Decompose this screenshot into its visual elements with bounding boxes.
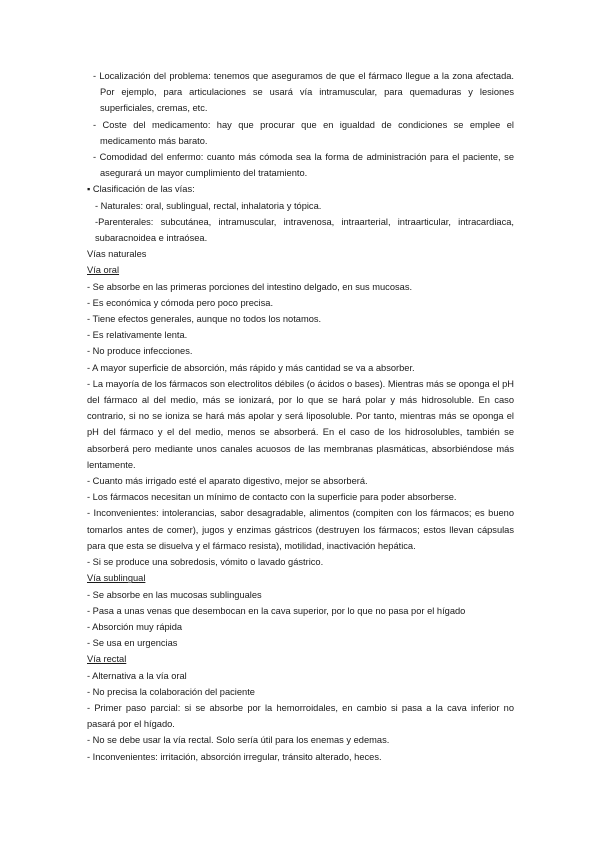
list-item: - Localización del problema: tenemos que aseguramos de que el fármaco llegue a la zona afectada. Por ejemplo, para articulaciones se usará vía intramuscular, para quemaduras y lesiones superficiales, cremas, etc. [93,71,514,114]
list-item: - No precisa la colaboración del paciente [87,686,255,697]
list-item: - Si se produce una sobredosis, vómito o lavado gástrico. [87,557,324,568]
list-item: - Tiene efectos generales, aunque no todos los notamos. [87,314,322,325]
list-item: - Naturales: oral, sublingual, rectal, inhalatoria y tópica. [95,200,322,211]
list-item: - Inconvenientes: irritación, absorción irregular, tránsito alterado, heces. [87,751,382,762]
list-item: - Absorción muy rápida [87,621,183,632]
list-item: - La mayoría de los fármacos son electrolitos débiles (o ácidos o bases). Mientras más se oponga el pH del fármaco al del medio, más se ionizará, por lo que se hará polar y más hidrosoluble. En caso contrario, si no se ioniza se hará más apolar y será liposoluble. Por tanto, mientras más se oponga el pH del fármaco y el del medio, menos se absorberá. En el caso de los hidrosolubles, también se absorberá pero mediante unos canales acuosos de las membranas plasmáticas, absorbiéndose más lentamente. [87,378,514,470]
list-item: - Pasa a unas venas que desembocan en la cava superior, por lo que no pasa por el hígado [87,605,466,616]
section-heading-clasificacion: ▪ Clasificación de las vías: [87,184,195,195]
subheading-via-oral: Vía oral [87,265,120,276]
list-item: - Es relativamente lenta. [87,330,188,341]
subheading-via-sublingual: Vía sublingual [87,573,146,584]
section-heading-vias-naturales: Vías naturales [87,249,147,260]
list-item: - Se absorbe en las primeras porciones del intestino delgado, en sus mucosas. [87,281,413,292]
list-item: - Inconvenientes: intolerancias, sabor desagradable, alimentos (compiten con los fármacos; es bueno tomarlos antes de comer), jugos y enzimas gástricos (destruyen los fármacos; estos llevan cápsulas para que esta se disuelva y el fármaco resista), motilidad, inactivación hepática. [87,508,514,551]
list-item: - A mayor superficie de absorción, más rápido y más cantidad se va a absorber. [87,362,415,373]
list-item: -Parenterales: subcutánea, intramuscular, intravenosa, intraarterial, intraarticular, intracardiaca, subaracnoidea e intraósea. [95,216,514,244]
list-item: - Primer paso parcial: si se absorbe por la hemorroidales, en cambio si pasa a la cava inferior no pasará por el hígado. [87,702,514,730]
list-item: - Cuanto más irrigado esté el aparato digestivo, mejor se absorberá. [87,476,368,487]
list-item: - Comodidad del enfermo: cuanto más cómoda sea la forma de administración para el paciente, se asegurará un mayor cumplimiento del tratamiento. [93,152,514,179]
list-item: - Es económica y cómoda pero poco precisa. [87,297,274,308]
list-item: - Alternativa a la vía oral [87,670,187,681]
document-page [87,68,514,765]
list-item: - No produce infecciones. [87,346,193,357]
list-item: - No se debe usar la vía rectal. Solo sería útil para los enemas y edemas. [87,735,390,746]
list-item: - Coste del medicamento: hay que procurar que en igualdad de condiciones se emplee el medicamento más barato. [93,119,514,146]
list-item: - Los fármacos necesitan un mínimo de contacto con la superficie para poder absorberse. [87,492,457,503]
list-item: - Se absorbe en las mucosas sublinguales [87,589,262,600]
subheading-via-rectal: Vía rectal [87,654,127,665]
list-item: - Se usa en urgencias [87,638,178,649]
